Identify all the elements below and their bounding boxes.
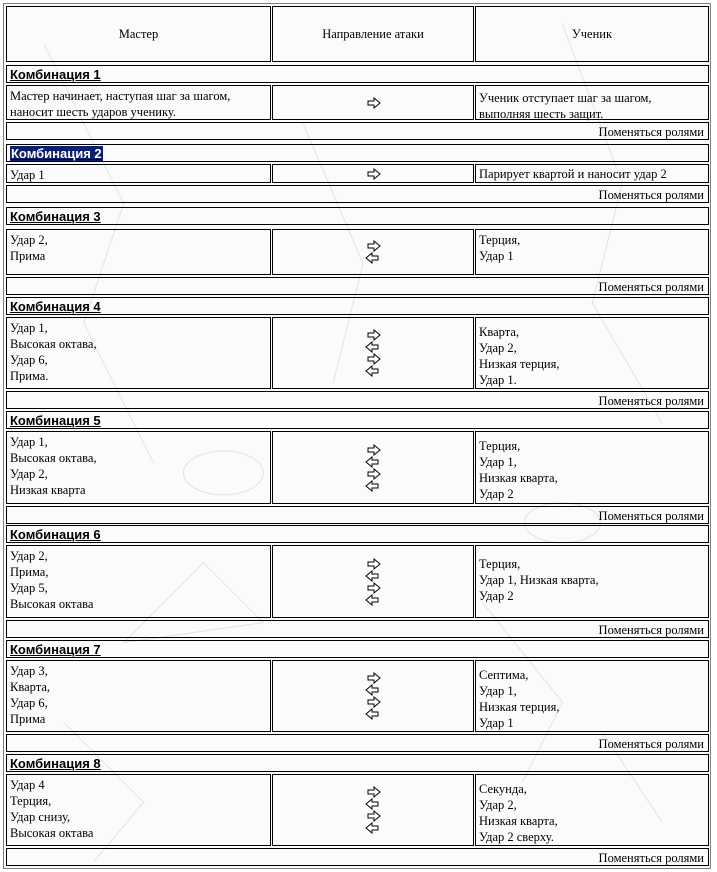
combination-body-row [4,774,710,846]
student-actions [475,774,709,846]
direction-step [365,708,379,720]
combination-title-row [4,640,710,658]
direction-step [367,786,381,798]
direction-step [367,810,381,822]
master-action-line: Удар 2, [10,467,48,481]
student-action-line: Парирует квартой и наносит удар 2 [479,167,667,181]
master-actions [6,317,271,389]
arrow-right-icon [367,353,381,365]
attack-direction [272,545,474,618]
header-master: Мастер [6,6,271,62]
combination-title-text: Комбинация 3 [10,209,101,224]
master-action-line: Удар 1, [10,435,48,449]
student-action-line: Низкая кварта, [479,814,558,828]
master-actions [6,164,271,183]
swap-roles-row [4,620,710,638]
combination-title [6,207,709,225]
student-action-line: Удар 2 [479,487,514,501]
arrow-left-icon [365,341,379,353]
student-action-line: Низкая кварта, [479,471,558,485]
arrow-right-icon [367,168,381,180]
arrow-left-icon [365,594,379,606]
combination-title [6,297,709,315]
header-row [4,6,710,62]
student-action-line: Кварта, [479,325,519,339]
swap-roles-row [4,185,710,203]
student-actions [475,660,709,732]
student-actions [475,317,709,389]
combination-title [6,525,709,543]
master-action-line: Высокая октава, [10,451,97,465]
arrow-right-icon [367,810,381,822]
master-actions [6,229,271,275]
arrow-right-icon [367,672,381,684]
combination-title-text: Комбинация 4 [10,299,101,314]
master-action-line: Прима. [10,369,49,383]
attack-direction [272,229,474,275]
student-action-line: Удар 1 [479,716,514,730]
arrow-right-icon [367,444,381,456]
direction-step [367,240,381,252]
master-actions [6,774,271,846]
direction-step [365,822,379,834]
swap-roles-label: Поменяться ролями [6,185,709,203]
arrow-left-icon [365,570,379,582]
combination-title [6,754,709,772]
master-action-line: Удар 5, [10,581,48,595]
student-action-line: Удар 1, Низкая кварта, [479,573,599,587]
master-action-line: Высокая октава [10,826,94,840]
master-action-line: наносит шесть ударов ученику. [10,105,177,119]
student-action-line: Терция, [479,233,521,247]
student-actions [475,431,709,504]
arrow-right-icon [367,696,381,708]
swap-roles-label: Поменяться ролями [6,848,709,866]
student-action-line: выполняя шесть защит. [479,107,604,121]
header-student: Ученик [475,6,709,62]
combination-title-row [4,525,710,543]
combination-title-text: Комбинация 7 [10,642,101,657]
master-action-line: Удар 2, [10,549,48,563]
combination-title-text: Комбинация 8 [10,756,101,771]
attack-direction [272,431,474,504]
master-actions [6,545,271,618]
student-action-line: Удар 1, [479,684,517,698]
combination-title-text: Комбинация 1 [10,67,101,82]
master-action-line: Прима [10,249,46,263]
combination-title-text: Комбинация 5 [10,413,101,428]
swap-roles-row [4,506,710,524]
arrow-left-icon [365,684,379,696]
direction-step [367,353,381,365]
combination-title-row [4,65,710,83]
student-action-line: Удар 2 [479,589,514,603]
combination-body-row [4,229,710,275]
master-action-line: Удар 6, [10,353,48,367]
master-action-line: Кварта, [10,680,50,694]
master-action-line: Терция, [10,794,52,808]
master-action-line: Низкая кварта [10,483,86,497]
swap-roles-label: Поменяться ролями [6,277,709,295]
direction-step [365,252,379,264]
master-action-line: Мастер начинает, наступая шаг за шагом, [10,89,231,103]
master-action-line: Удар 1 [10,168,45,182]
arrow-right-icon [367,468,381,480]
arrow-left-icon [365,365,379,377]
direction-step [367,444,381,456]
swap-roles-label: Поменяться ролями [6,506,709,524]
master-action-line: Прима, [10,565,49,579]
arrow-left-icon [365,252,379,264]
master-action-line: Удар снизу, [10,810,71,824]
direction-step [365,341,379,353]
direction-step [367,672,381,684]
direction-step [367,329,381,341]
student-action-line: Септима, [479,668,529,682]
master-actions [6,660,271,732]
direction-step [365,594,379,606]
combination-title-row [4,297,710,315]
swap-roles-row [4,277,710,295]
student-actions [475,85,709,120]
combination-body-row [4,431,710,504]
combination-title [6,640,709,658]
student-action-line: Удар 2, [479,341,517,355]
direction-step [365,684,379,696]
swap-roles-label: Поменяться ролями [6,734,709,752]
direction-step [365,456,379,468]
direction-step [367,582,381,594]
combination-title-row [4,411,710,429]
swap-roles-row [4,734,710,752]
direction-step [365,365,379,377]
attack-direction [272,774,474,846]
attack-direction [272,85,474,120]
combination-title-row [4,754,710,772]
attack-direction [272,164,474,183]
attack-direction [272,317,474,389]
combination-title-text: Комбинация 6 [10,527,101,542]
combination-body-row [4,660,710,732]
combination-body-row [4,545,710,618]
swap-roles-row [4,391,710,409]
arrow-right-icon [367,240,381,252]
swap-roles-row [4,122,710,140]
master-action-line: Удар 2, [10,233,48,247]
direction-step [367,468,381,480]
direction-step [365,480,379,492]
direction-step [365,798,379,810]
direction-step [365,570,379,582]
master-actions [6,431,271,504]
combinations-table [3,3,711,869]
arrow-right-icon [367,786,381,798]
combination-body-row [4,85,710,120]
student-action-line: Низкая терция, [479,700,560,714]
student-action-line: Удар 2, [479,798,517,812]
direction-step [367,558,381,570]
student-action-line: Удар 2 сверху. [479,830,554,844]
direction-step [367,97,381,109]
arrow-left-icon [365,798,379,810]
combination-title [6,65,709,83]
arrow-right-icon [367,97,381,109]
direction-step [367,696,381,708]
direction-step [367,168,381,180]
combination-title-row [4,144,710,162]
combination-title [6,144,709,162]
swap-roles-label: Поменяться ролями [6,122,709,140]
master-action-line: Удар 4 [10,778,45,792]
master-action-line: Прима [10,712,46,726]
arrow-left-icon [365,456,379,468]
master-action-line: Высокая октава [10,597,94,611]
swap-roles-row [4,848,710,866]
student-action-line: Секунда, [479,782,527,796]
student-action-line: Низкая терция, [479,357,560,371]
combination-body-row [4,317,710,389]
swap-roles-label: Поменяться ролями [6,391,709,409]
student-actions [475,545,709,618]
combination-title-row [4,207,710,225]
arrow-left-icon [365,822,379,834]
combination-body-row [4,164,710,183]
student-action-line: Терция, [479,557,521,571]
master-action-line: Удар 6, [10,696,48,710]
arrow-right-icon [367,329,381,341]
master-action-line: Высокая октава, [10,337,97,351]
student-action-line: Удар 1. [479,373,517,387]
master-actions [6,85,271,120]
student-actions [475,229,709,275]
student-action-line: Ученик отступает шаг за шагом, [479,91,652,105]
master-action-line: Удар 1, [10,321,48,335]
arrow-left-icon [365,480,379,492]
arrow-right-icon [367,558,381,570]
student-actions [475,164,709,183]
master-action-line: Удар 3, [10,664,48,678]
attack-direction [272,660,474,732]
arrow-left-icon [365,708,379,720]
student-action-line: Удар 1 [479,249,514,263]
swap-roles-label: Поменяться ролями [6,620,709,638]
combination-title-text: Комбинация 2 [11,146,102,161]
header-direction: Направление атаки [272,6,474,62]
student-action-line: Удар 1, [479,455,517,469]
student-action-line: Терция, [479,439,521,453]
combination-title [6,411,709,429]
arrow-right-icon [367,582,381,594]
